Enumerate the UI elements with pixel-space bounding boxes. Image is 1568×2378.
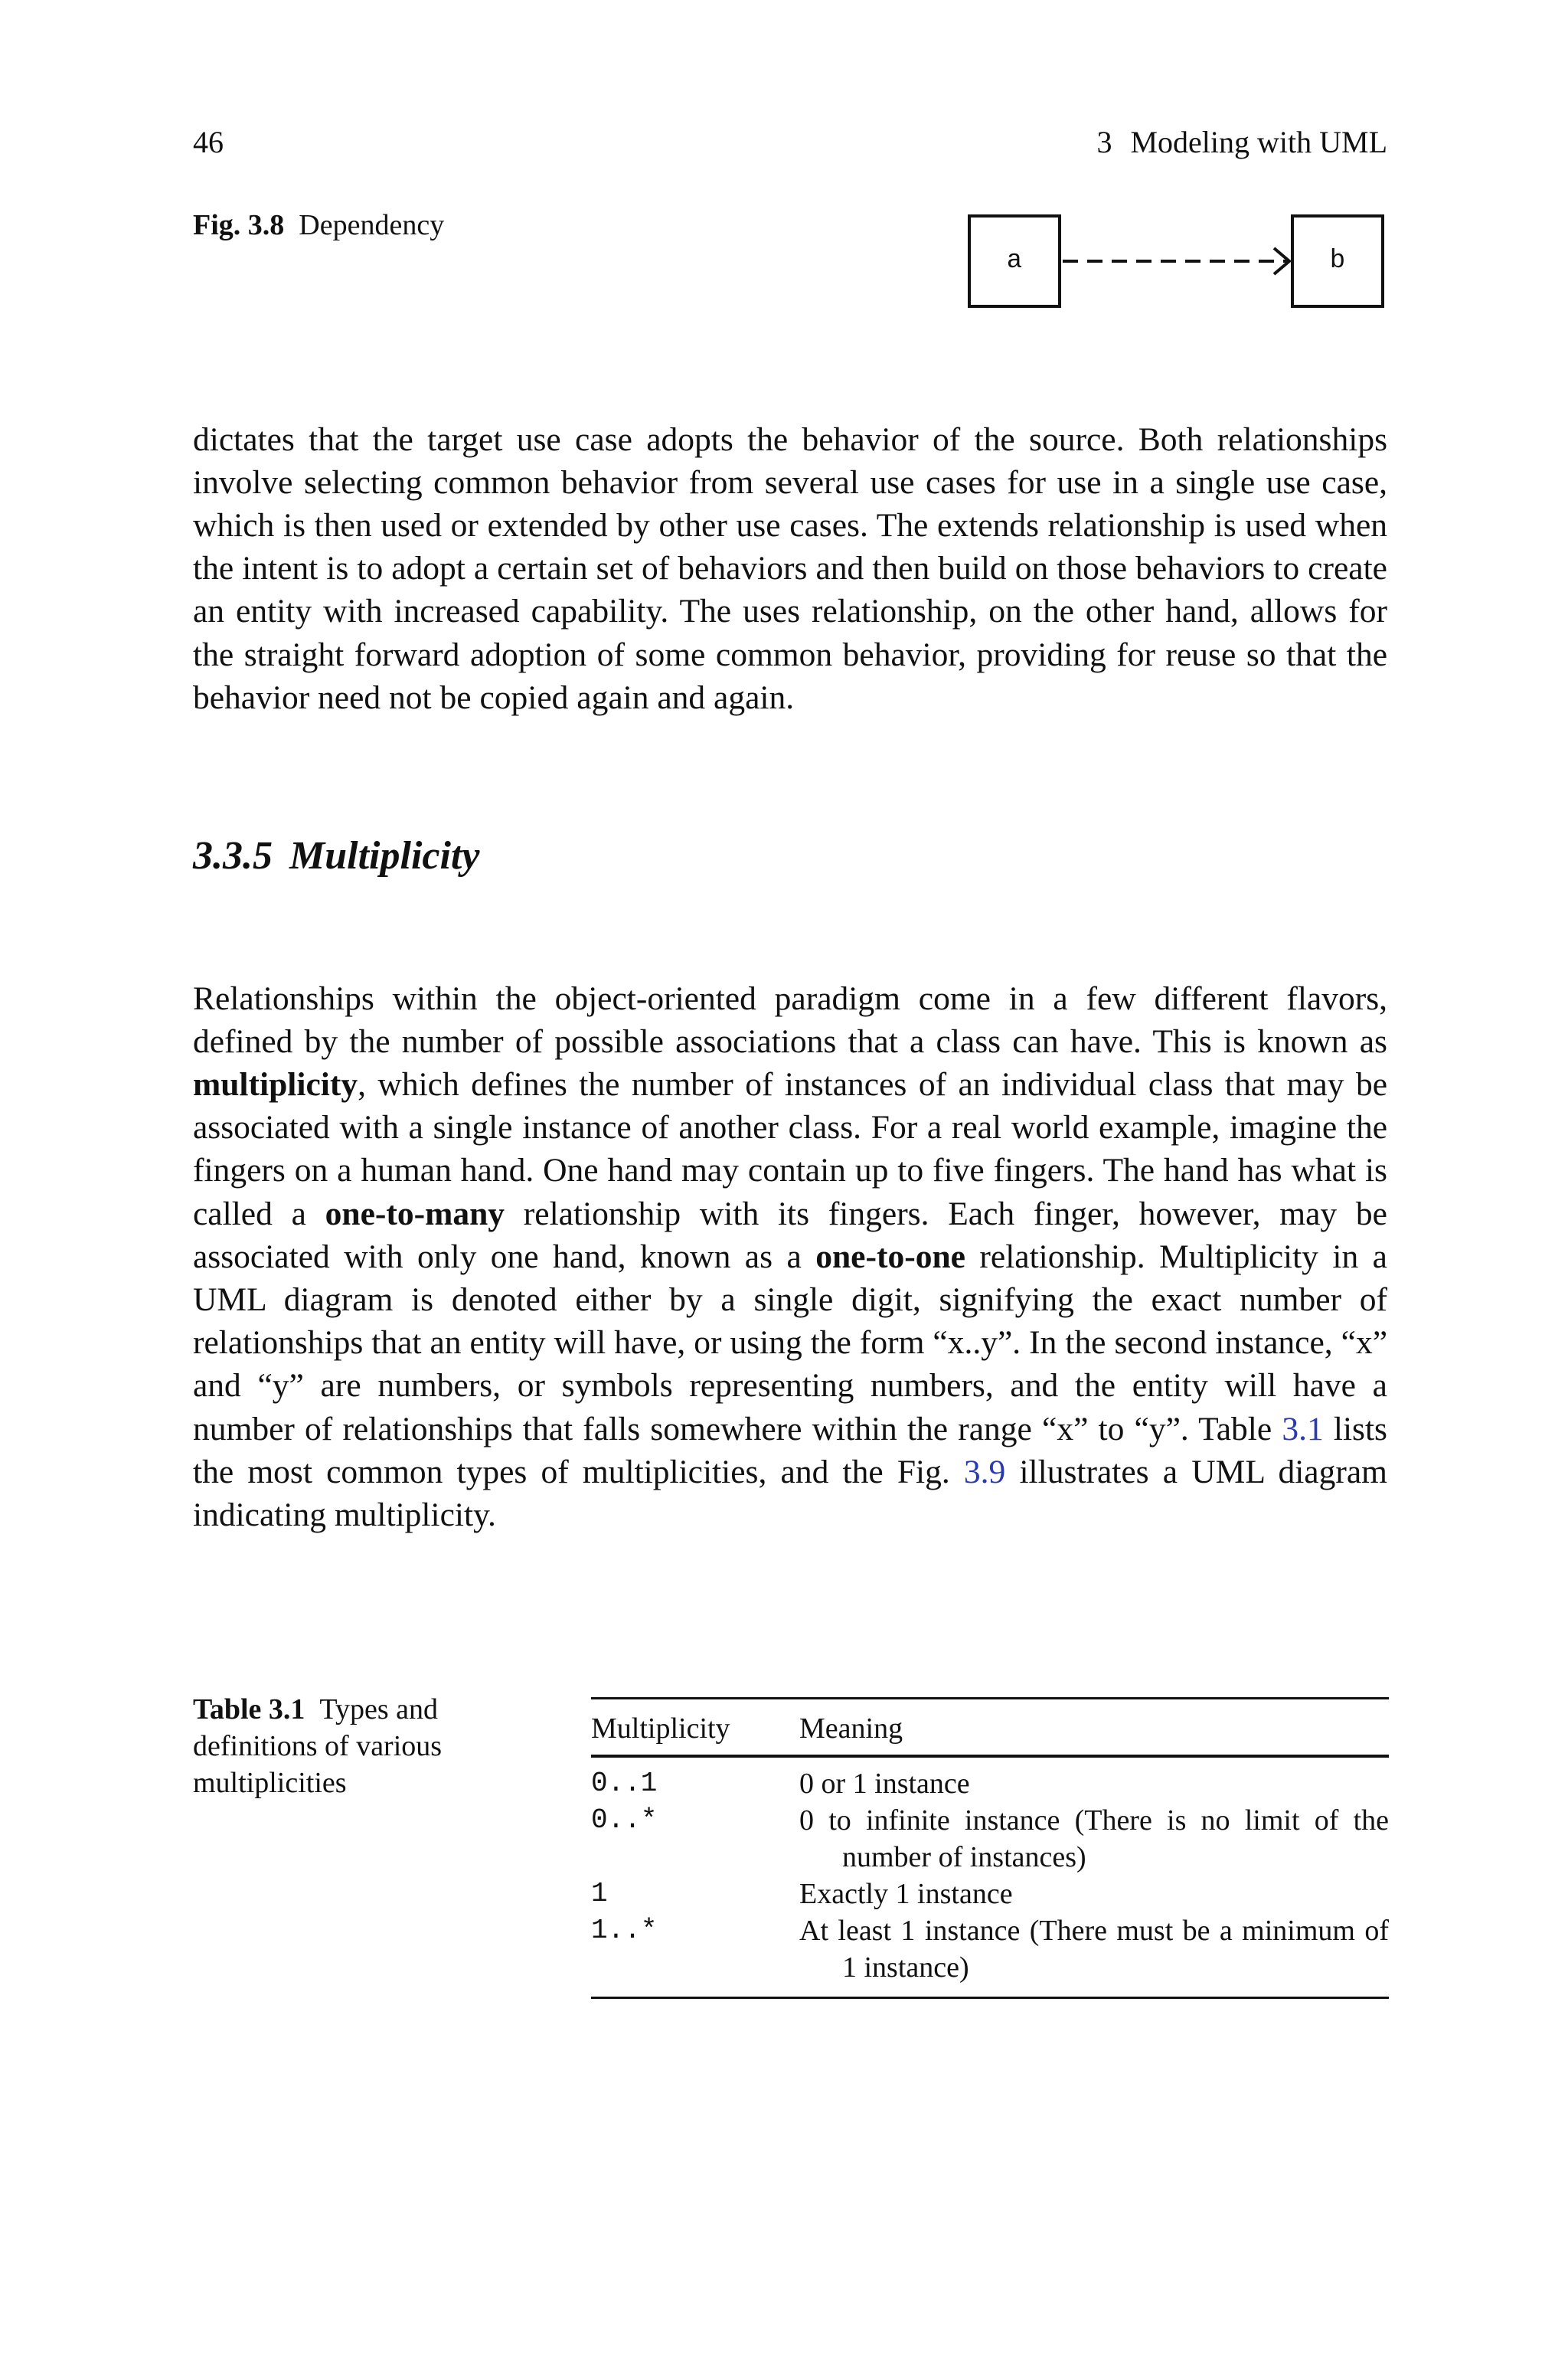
figure-label: Fig. 3.8 xyxy=(193,209,285,241)
term-multiplicity: multiplicity xyxy=(193,1065,358,1103)
text-run: relationship. Multiplicity in a UML diagram is denoted either by a single digit, signifying the exact number of relationships that an entity will have, or using the form “x..y”. In the second instance, “x” and “y” are numbers, or symbols representing numbers, and the entity will have a number of relationships that falls somewhere within the range “x” to “y”. Table xyxy=(193,1238,1387,1447)
text-run: lists the most common types of multiplicities, and the Fig. xyxy=(193,1410,1387,1490)
chapter-number: 3 xyxy=(1096,125,1112,159)
meaning-cell: At least 1 instance (There must be a minimum of 1 instance) xyxy=(799,1915,1389,1984)
class-box-a: a xyxy=(968,214,1061,308)
multiplicity-table xyxy=(591,1697,1389,1999)
page-number: 46 xyxy=(193,125,224,159)
class-box-b: b xyxy=(1291,214,1384,308)
table-row xyxy=(591,1802,1389,1876)
figure-reference-link[interactable]: 3.9 xyxy=(963,1453,1006,1490)
table-label: Table 3.1 xyxy=(193,1693,305,1725)
multiplicity-cell: 1 xyxy=(591,1878,608,1909)
table-row xyxy=(591,1876,1389,1912)
paragraph-multiplicity xyxy=(193,977,1387,1537)
text-run: illustrates a UML diagram indicating multiplicity. xyxy=(193,1453,1387,1533)
meaning-cell: 0 to infinite instance (There is no limit of the number of instances) xyxy=(799,1804,1389,1873)
text-run: Relationships within the object-oriented paradigm come in a few different flavors, defined by the number of possible associations that a class can have. This is known as xyxy=(193,980,1387,1060)
running-title xyxy=(1096,124,1387,160)
multiplicity-cell: 0..* xyxy=(591,1804,658,1836)
figure-caption xyxy=(193,208,444,242)
term-one-to-one: one-to-one xyxy=(815,1238,965,1275)
table-header-row xyxy=(591,1699,1389,1757)
term-one-to-many: one-to-many xyxy=(325,1195,505,1232)
dependency-diagram xyxy=(968,214,1390,314)
figure-caption-text: Dependency xyxy=(299,209,445,241)
section-title: Multiplicity xyxy=(289,834,480,878)
table-caption xyxy=(193,1691,499,1801)
section-number: 3.3.5 xyxy=(193,834,273,878)
column-header-meaning: Meaning xyxy=(799,1712,903,1745)
multiplicity-cell: 0..1 xyxy=(591,1768,658,1799)
table-row xyxy=(591,1912,1389,1998)
column-header-multiplicity: Multiplicity xyxy=(591,1712,730,1745)
section-heading xyxy=(193,833,479,878)
text-run: relationship with its fingers. Each finger, however, may be associated with only one hand, known as a xyxy=(193,1195,1387,1275)
table-row xyxy=(591,1756,1389,1802)
running-header xyxy=(193,124,1387,164)
table-caption-text: Types and definitions of various multiplicities xyxy=(193,1693,443,1799)
multiplicity-cell: 1..* xyxy=(591,1915,658,1946)
chapter-title: Modeling with UML xyxy=(1130,125,1387,159)
table-reference-link[interactable]: 3.1 xyxy=(1282,1410,1324,1447)
meaning-cell: 0 or 1 instance xyxy=(799,1768,970,1800)
meaning-cell: Exactly 1 instance xyxy=(799,1878,1013,1910)
paragraph-use-cases: dictates that the target use case adopts the behavior of the source. Both relationships involve selecting common behavior from several use cases for use in a single use case, which is then used or extended by other use cases. The extends relationship is used when the intent is to adopt a certain set of behaviors and then build on those behaviors to create an entity with increased capability. The uses relationship, on the other hand, allows for the straight forward adoption of some common behavior, providing for reuse so that the behavior need not be copied again and again. xyxy=(193,420,1387,716)
text-run: , which defines the number of instances of an individual class that may be associated with a single instance of another class. For a real world example, imagine the fingers on a human hand. One hand may contain up to five fingers. The hand has what is called a xyxy=(193,1065,1387,1232)
